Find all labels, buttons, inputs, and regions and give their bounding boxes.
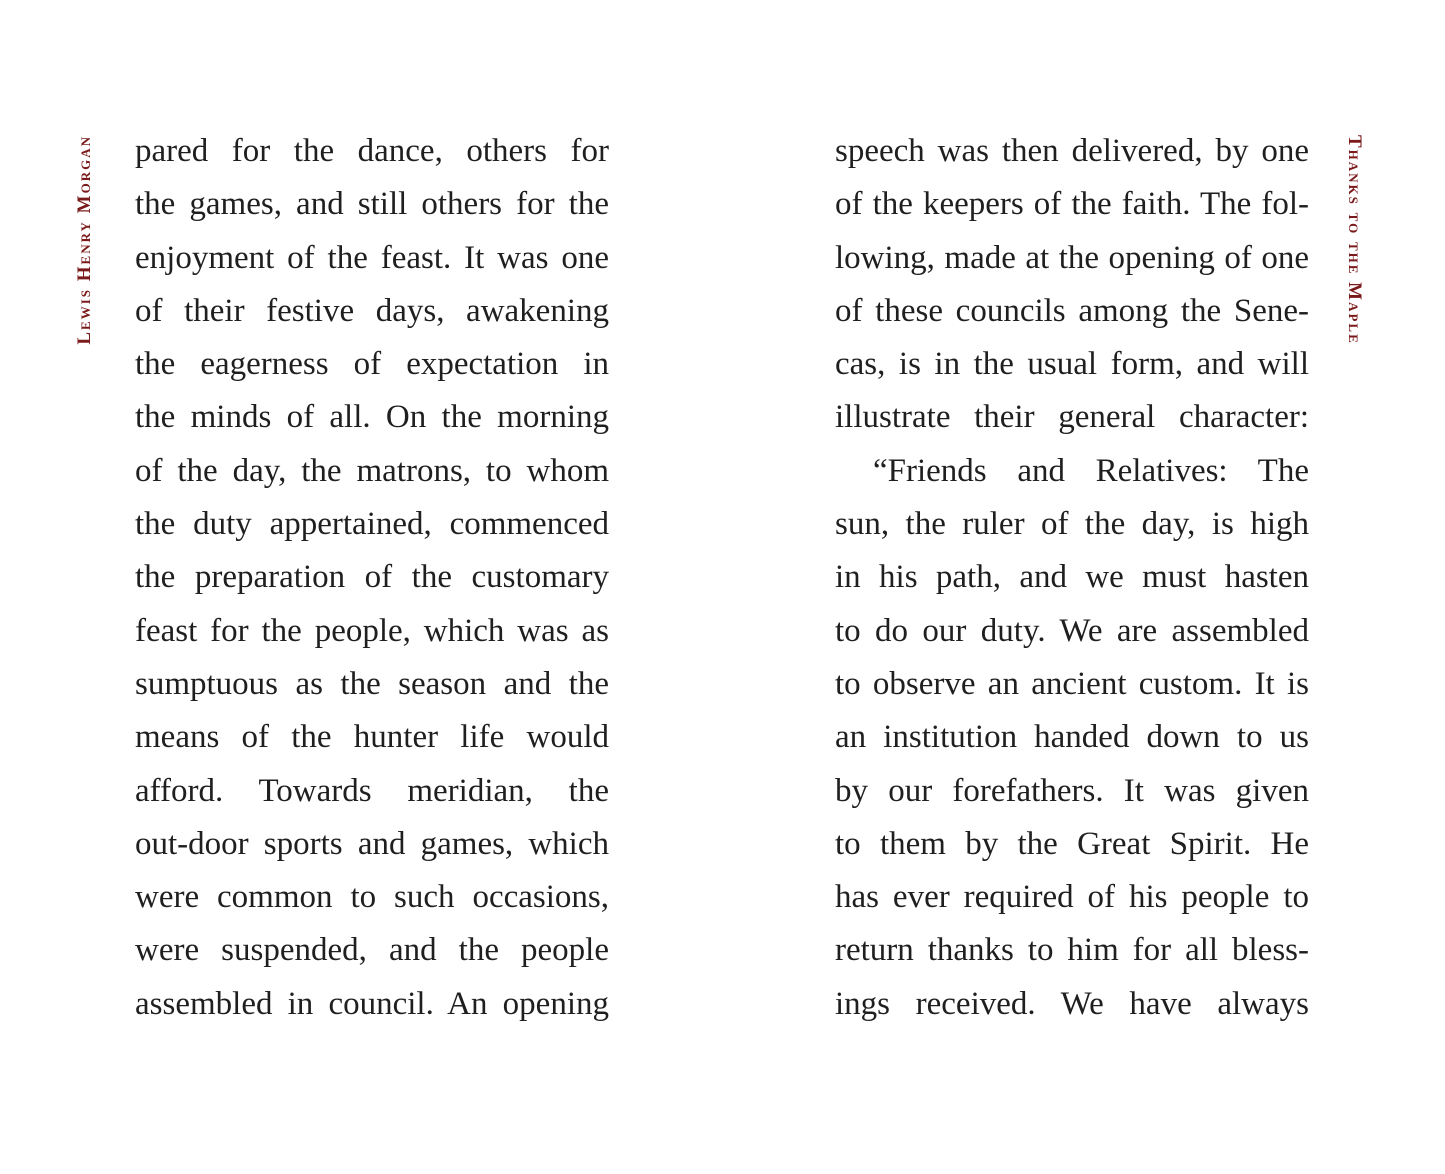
- text-line: sumptuous as the season and the: [135, 665, 609, 702]
- text-line: the minds of all. On the morning: [135, 399, 609, 436]
- text-line: afford. Towards meridian, the: [135, 772, 609, 809]
- text-line: an institution handed down to us: [835, 719, 1309, 756]
- text-line: to do our duty. We are assembled: [835, 612, 1309, 649]
- text-line: speech was then delivered, by one: [835, 133, 1309, 169]
- text-line: by our forefathers. It was given: [835, 772, 1309, 809]
- text-line: means of the hunter life would: [135, 719, 609, 756]
- text-line: return thanks to him for all bless-: [835, 932, 1309, 969]
- text-line: the eagerness of expectation in: [135, 346, 609, 383]
- text-line: “Friends and Relatives: The: [873, 452, 1309, 489]
- text-line: to them by the Great Spirit. He: [835, 825, 1309, 862]
- text-line: of their festive days, awakening: [135, 292, 609, 329]
- text-line: the preparation of the customary: [135, 559, 609, 596]
- text-line: out-door sports and games, which: [135, 825, 609, 862]
- text-line: lowing, made at the opening of one: [835, 239, 1309, 276]
- text-line: feast for the people, which was as: [135, 612, 609, 649]
- text-line: cas, is in the usual form, and will: [835, 346, 1309, 383]
- text-line: enjoyment of the feast. It was one: [135, 239, 609, 276]
- text-line: sun, the ruler of the day, is high: [835, 506, 1309, 543]
- text-line: of the keepers of the faith. The fol-: [835, 186, 1309, 223]
- text-line: has ever required of his people to: [835, 879, 1309, 916]
- running-head-left: Lewis Henry Morgan: [74, 135, 95, 345]
- text-line: to observe an ancient custom. It is: [835, 665, 1309, 702]
- text-line: were suspended, and the people: [135, 932, 609, 969]
- text-line: pared for the dance, others for: [135, 133, 609, 169]
- left-page-text: [135, 125, 609, 1031]
- text-line: the duty appertained, commenced: [135, 506, 609, 543]
- text-line: assembled in council. An opening: [135, 985, 609, 1022]
- text-line: in his path, and we must hasten: [835, 559, 1309, 596]
- text-line: of these councils among the Sene-: [835, 292, 1309, 329]
- right-page-text: [835, 125, 1309, 1031]
- text-line: ings received. We have always: [835, 985, 1309, 1022]
- text-line: of the day, the matrons, to whom: [135, 452, 609, 489]
- text-line: illustrate their general character:: [835, 399, 1309, 436]
- text-line: the games, and still others for the: [135, 186, 609, 223]
- text-line: were common to such occasions,: [135, 879, 609, 916]
- running-head-right: Thanks to the Maple: [1344, 135, 1365, 345]
